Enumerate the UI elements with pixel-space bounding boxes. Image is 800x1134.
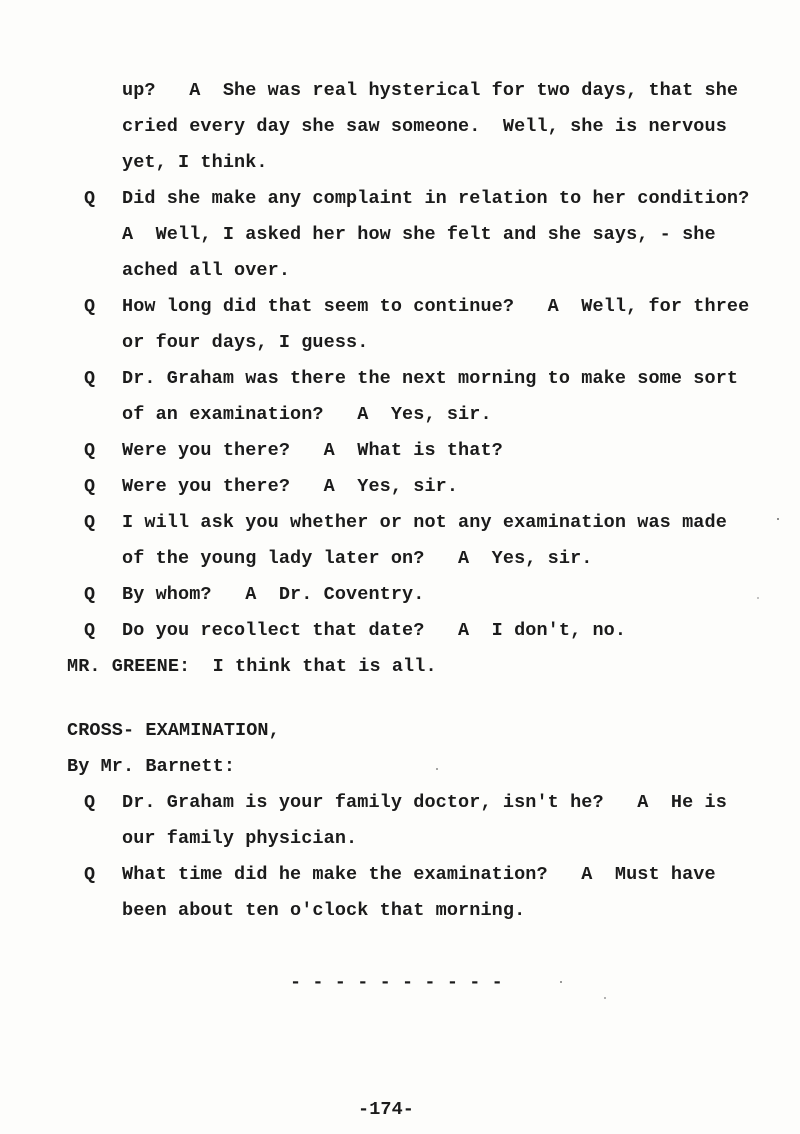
question-marker: Q bbox=[84, 620, 96, 641]
line-text: By whom? A Dr. Coventry. bbox=[122, 584, 425, 605]
transcript-line-question bbox=[67, 577, 777, 613]
question-marker: Q bbox=[84, 188, 96, 209]
transcript-line-continuation bbox=[67, 253, 777, 289]
line-text: of the young lady later on? A Yes, sir. bbox=[122, 548, 593, 569]
typed-separator: - - - - - - - - - - bbox=[290, 972, 503, 993]
question-marker: Q bbox=[84, 584, 96, 605]
line-text: How long did that seem to continue? A Well, for three bbox=[122, 296, 750, 317]
line-text: ached all over. bbox=[122, 260, 291, 281]
transcript-line-continuation bbox=[67, 541, 777, 577]
transcript-line-question bbox=[67, 505, 777, 541]
line-text: Dr. Graham is your family doctor, isn't he? A He is bbox=[122, 792, 727, 813]
question-marker: Q bbox=[84, 476, 96, 497]
line-text: Were you there? A What is that? bbox=[122, 440, 503, 461]
line-text: Dr. Graham was there the next morning to make some sort bbox=[122, 368, 739, 389]
line-text: been about ten o'clock that morning. bbox=[122, 900, 526, 921]
section-heading bbox=[67, 713, 777, 749]
transcript-line-question bbox=[67, 289, 777, 325]
transcript-line-question bbox=[67, 857, 777, 893]
transcript-line-question bbox=[67, 469, 777, 505]
paragraph-gap bbox=[67, 685, 777, 713]
transcript-line-continuation bbox=[67, 109, 777, 145]
transcript-line-continuation bbox=[67, 893, 777, 929]
line-text: By Mr. Barnett: bbox=[67, 756, 236, 777]
question-marker: Q bbox=[84, 368, 96, 389]
transcript-line-question bbox=[67, 785, 777, 821]
transcript-line-speaker bbox=[67, 649, 777, 685]
page-number: -174- bbox=[358, 1099, 415, 1120]
line-text: MR. GREENE: I think that is all. bbox=[67, 656, 437, 677]
transcript-body bbox=[67, 73, 777, 929]
question-marker: Q bbox=[84, 864, 96, 885]
transcript-line-continuation bbox=[67, 397, 777, 433]
transcript-line-continuation bbox=[67, 325, 777, 361]
line-text: up? A She was real hysterical for two days, that she bbox=[122, 80, 739, 101]
transcript-line-continuation bbox=[67, 217, 777, 253]
transcript-line-question bbox=[67, 613, 777, 649]
line-text: or four days, I guess. bbox=[122, 332, 369, 353]
line-text: our family physician. bbox=[122, 828, 358, 849]
transcript-line-question bbox=[67, 361, 777, 397]
line-text: cried every day she saw someone. Well, she is nervous bbox=[122, 116, 727, 137]
transcript-line-speaker bbox=[67, 749, 777, 785]
transcript-line-question bbox=[67, 433, 777, 469]
line-text: Do you recollect that date? A I don't, no. bbox=[122, 620, 627, 641]
transcript-line-continuation bbox=[67, 145, 777, 181]
line-text: A Well, I asked her how she felt and she says, - she bbox=[122, 224, 716, 245]
transcript-line-continuation bbox=[67, 821, 777, 857]
transcript-line-question bbox=[67, 181, 777, 217]
line-text: What time did he make the examination? A Must have bbox=[122, 864, 716, 885]
line-text: I will ask you whether or not any examination was made bbox=[122, 512, 727, 533]
line-text: yet, I think. bbox=[122, 152, 268, 173]
line-text: of an examination? A Yes, sir. bbox=[122, 404, 492, 425]
question-marker: Q bbox=[84, 296, 96, 317]
question-marker: Q bbox=[84, 512, 96, 533]
line-text: Did she make any complaint in relation to her condition? bbox=[122, 188, 750, 209]
line-text: Were you there? A Yes, sir. bbox=[122, 476, 459, 497]
transcript-line-continuation bbox=[67, 73, 777, 109]
question-marker: Q bbox=[84, 792, 96, 813]
question-marker: Q bbox=[84, 440, 96, 461]
line-text: CROSS- EXAMINATION, bbox=[67, 720, 280, 741]
